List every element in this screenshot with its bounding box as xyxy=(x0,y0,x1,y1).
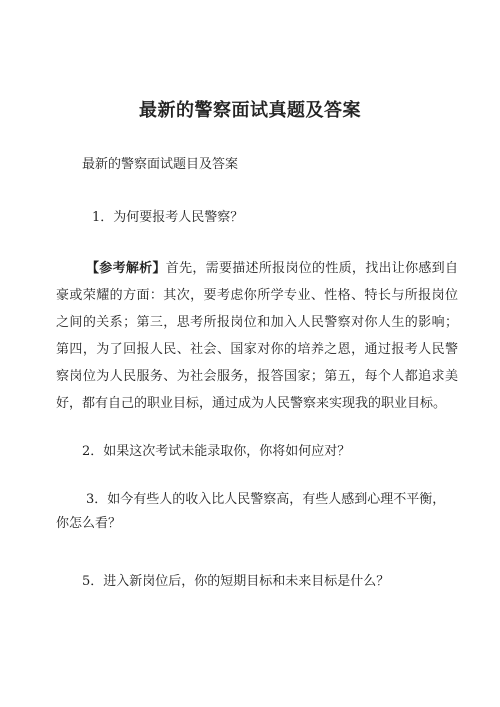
answer-paragraph xyxy=(56,255,458,417)
question-5: 5．进入新岗位后，你的短期目标和未来目标是什么？ xyxy=(82,574,390,589)
page-title: 最新的警察面试真题及答案 xyxy=(139,100,361,121)
answer-label: 【参考解析】 xyxy=(86,261,166,276)
document-subtitle: 最新的警察面试题目及答案 xyxy=(82,157,239,172)
question-3: 3．如今有些人的收入比人民警察高，有些人感到心理不平衡，你怎么看？ xyxy=(56,492,446,531)
question-1: 1．为何要报考人民警察？ xyxy=(92,210,244,225)
answer-body: 首先，需要描述所报岗位的性质，找出让你感到自豪或荣耀的方面：其次，要考虑你所学专业、性格、特长与所报岗位之间的关系；第三，思考所报岗位和加入人民警察对你人生的影响；第四，为了回报人民、社会、国家对你的培养之恩，通过报考人民警察岗位为人民服务、为社会服务，报答国家；第五，每个人都追求美好，都有自己的职业目标，通过成为人民警察来实现我的职业目标。 xyxy=(56,261,458,411)
question-2: 2．如果这次考试未能录取你，你将如何应对？ xyxy=(82,444,351,459)
